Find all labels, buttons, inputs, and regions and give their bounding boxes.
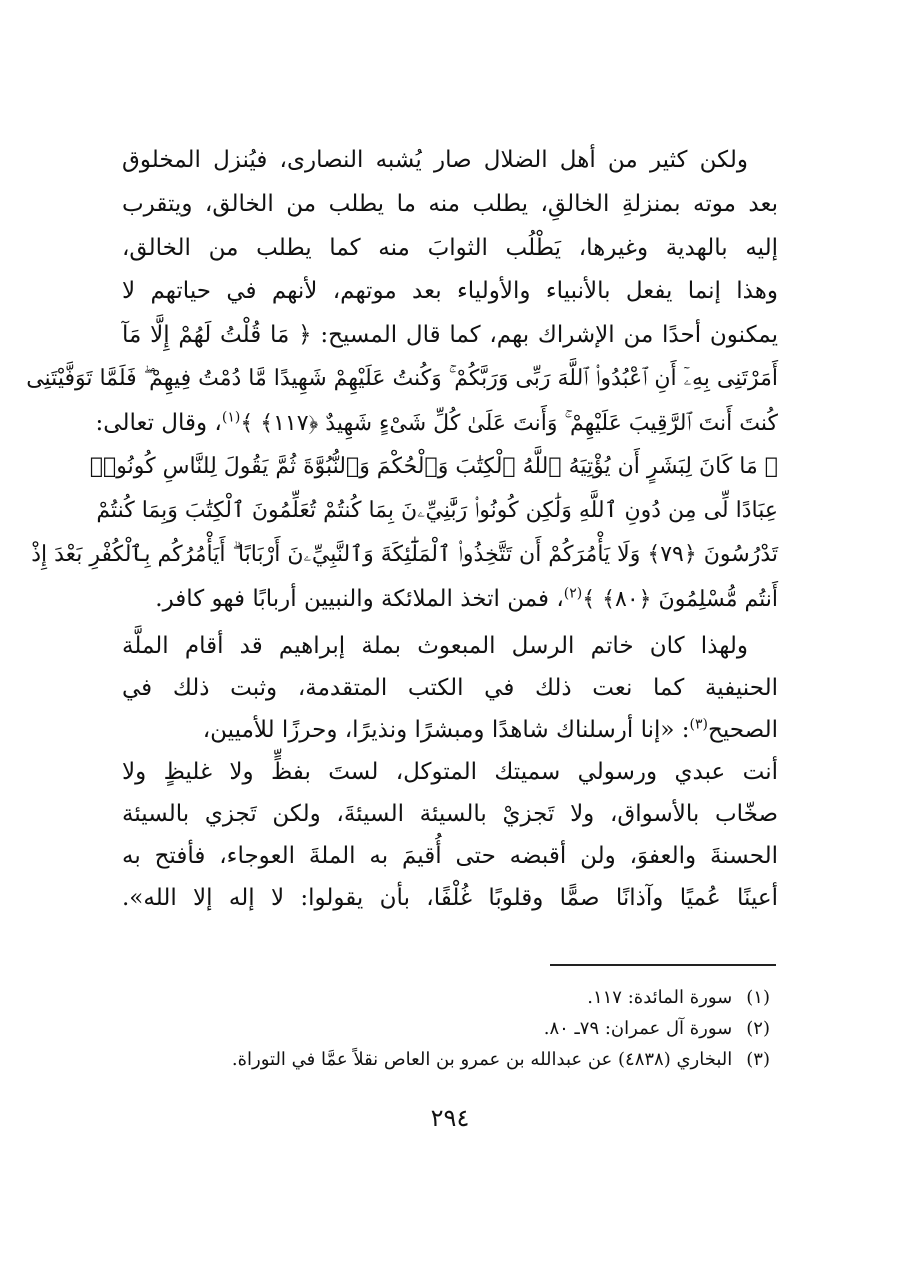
quran-verse-line: ﴿ مَا كَانَ لِبَشَرٍ أَن يُؤْتِيَهُ ٱللَّهُ ٱلْكِتَٰبَ وَٱلْحُكْمَ وَٱلنُّبُوَّةَ ثُمَّ يَقُولَ لِلنَّاسِ كُونُوا۟ xyxy=(89,454,778,479)
connector-text: ، وقال تعالى: xyxy=(95,410,222,436)
body-line: بعد موته بمنزلةِ الخالقِ، يطلب منه ما يطلب من الخالق، ويتقرب xyxy=(122,191,778,217)
footnote-ref-2[interactable]: (٢) xyxy=(563,585,583,602)
footnote-text: سورة المائدة: ١١٧. xyxy=(587,987,733,1008)
footnote xyxy=(120,1015,770,1043)
body-line: صخّاب بالأسواق، ولا تَجزيْ بالسيئة السيئةَ، ولكن تَجزي بالسيئة xyxy=(122,801,778,827)
footnote-number: (١) xyxy=(746,987,770,1008)
quran-verse-line: أَمَرْتَنِى بِهِۦٓ أَنِ ٱعْبُدُوا۟ ٱللَّهَ رَبِّى وَرَبَّكُمْ ۚ وَكُنتُ عَلَيْهِمْ شَهِيدًا مَّا دُمْتُ فِيهِمْ ۖ فَلَمَّا تَوَفَّيْتَنِى xyxy=(26,366,778,391)
footnote-separator xyxy=(550,964,776,966)
footnote-ref-3[interactable]: (٣) xyxy=(689,716,709,733)
body-line: إليه بالهدية وغيرها، يَطْلُب الثوابَ منه كما يطلب من الخالق، xyxy=(122,235,778,261)
footnote xyxy=(120,984,770,1012)
connector-text: ، فمن اتخذ الملائكة والنبيين أربابًا فهو كافر. xyxy=(155,586,564,612)
footnote-number: (٣) xyxy=(746,1049,770,1070)
quran-verse-line-with-note xyxy=(95,403,778,443)
quran-verse-text: كُنتَ أَنتَ ٱلرَّقِيبَ عَلَيْهِمْ ۚ وَأَنتَ عَلَىٰ كُلِّ شَىْءٍ شَهِيدٌ ﴿١١٧﴾ ﴾ xyxy=(240,411,778,436)
body-line: ولكن كثير من أهل الضلال صار يُشبه النصارى، فيُنزل المخلوق xyxy=(122,147,748,173)
body-line: الحسنةَ والعفوَ، ولن أقبضه حتى أُقيمَ به الملةَ العوجاء، فأفتح به xyxy=(122,843,778,869)
body-line: أعينًا عُميًا وآذانًا صمًّا وقلوبًا غُلْفًا، بأن يقولوا: لا إله إلا الله». xyxy=(122,885,778,911)
quran-verse-text: أَنتُم مُّسْلِمُونَ ﴿٨٠﴾ ﴾ xyxy=(582,587,778,612)
body-line: يمكنون أحدًا من الإشراك بهم، كما قال المسيح: ﴿ مَا قُلْتُ لَهُمْ إِلَّا مَآ xyxy=(122,322,778,348)
quran-verse-line-with-note xyxy=(122,579,778,619)
quran-verse-line: عِبَادًا لِّى مِن دُونِ ٱللَّهِ وَلَٰكِن كُونُوا۟ رَبَّٰنِيِّۦنَ بِمَا كُنتُمْ تُعَلِّمُونَ ٱلْكِتَٰبَ وَبِمَا كُنتُمْ xyxy=(96,498,778,523)
body-text: : «إنا أرسلناك شاهدًا ومبشرًا ونذيرًا، وحرزًا للأميين، xyxy=(202,717,690,743)
footnote-text: البخاري (٤٨٣٨) عن عبدالله بن عمرو بن العاص نقلاً عمَّا في التوراة. xyxy=(231,1049,733,1070)
page-number: ٢٩٤ xyxy=(430,1104,470,1132)
body-line: الحنيفية كما نعت ذلك في الكتب المتقدمة، وثبت ذلك في xyxy=(122,675,778,701)
footnote xyxy=(120,1046,770,1074)
body-text: الصحيح xyxy=(708,717,778,743)
footnote-text: سورة آل عمران: ٧٩ـ ٨٠. xyxy=(543,1018,733,1039)
footnote-ref-1[interactable]: (١) xyxy=(221,409,241,426)
footnote-number: (٢) xyxy=(746,1018,770,1039)
quran-verse-line: تَدْرُسُونَ ﴿٧٩﴾ وَلَا يَأْمُرَكُمْ أَن تَتَّخِذُوا۟ ٱلْمَلَٰٓئِكَةَ وَٱلنَّبِيِّۦنَ أَرْبَابًا ۗ أَيَأْمُرُكُم بِٱلْكُفْرِ بَعْدَ إِذْ xyxy=(31,542,778,567)
body-line: أنت عبدي ورسولي سميتك المتوكل، لستَ بفظٍّ ولا غليظٍ ولا xyxy=(122,759,778,785)
body-line: ولهذا كان خاتم الرسل المبعوث بملة إبراهيم قد أقام الملَّة xyxy=(122,633,748,659)
body-line: وهذا إنما يفعل بالأنبياء والأولياء بعد موتهم، لأنهم في حياتهم لا xyxy=(122,278,778,304)
body-line-with-note xyxy=(122,710,778,750)
